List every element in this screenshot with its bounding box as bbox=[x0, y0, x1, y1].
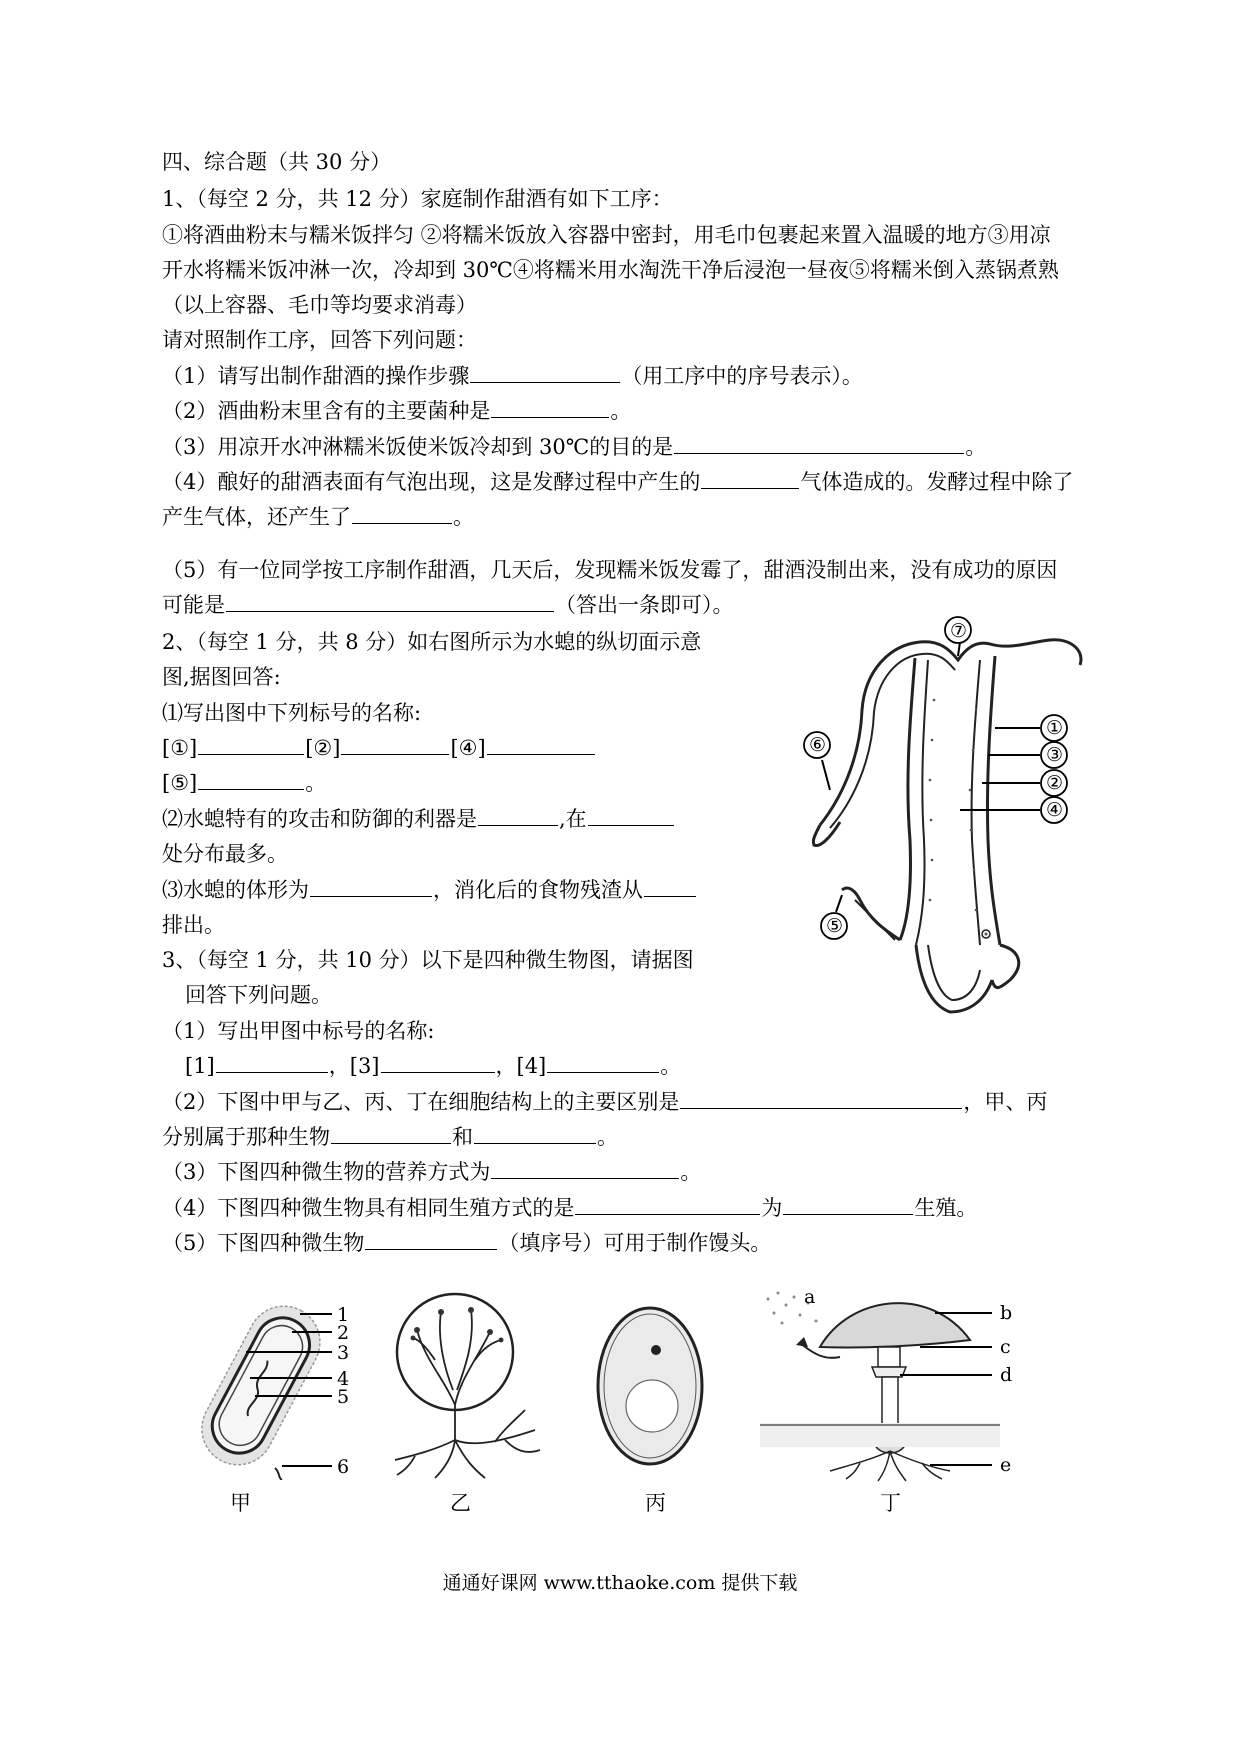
q2-sub3-mid: ，消化后的食物残渣从 bbox=[433, 878, 643, 902]
q1-sub2 bbox=[162, 396, 631, 426]
bacterium-label-6: 6 bbox=[337, 1456, 350, 1478]
q2-sub3 bbox=[162, 875, 697, 905]
q1-steps-line2: 开水将糯米饭冲淋一次，冷却到 30℃④将糯米用水淘洗干净后浸泡一昼夜⑤将糯米倒入蒸锅煮熟 bbox=[162, 258, 1059, 282]
q1-sub1 bbox=[162, 361, 863, 391]
bacterium-label-2: 2 bbox=[337, 1322, 350, 1344]
caption-bing: 丙 bbox=[645, 1491, 666, 1515]
q3-sub2-text2: 分别属于那种生物 bbox=[162, 1125, 330, 1149]
caption-ding: 丁 bbox=[880, 1491, 901, 1515]
q3-sub5 bbox=[162, 1228, 771, 1258]
q1-answer-blank-5[interactable] bbox=[352, 503, 452, 524]
bacterium-label-1: 1 bbox=[337, 1304, 350, 1326]
q2-answer-blank-6[interactable] bbox=[588, 805, 674, 826]
q3-answer-blank-6[interactable] bbox=[474, 1123, 596, 1144]
q3-answer-blank-9[interactable] bbox=[783, 1194, 913, 1215]
mushroom-label-a: a bbox=[804, 1286, 816, 1308]
q1-sub4-mid: 气体造成的。发酵过程中除了 bbox=[800, 470, 1074, 494]
q1-sub2-text: （2）酒曲粉末里含有的主要菌种是 bbox=[162, 399, 491, 423]
q3-label-4: ，[4] bbox=[495, 1054, 547, 1078]
yeast-figure bbox=[590, 1300, 710, 1475]
q3-sub2-tail: 。 bbox=[597, 1125, 618, 1149]
q2-label-row2 bbox=[162, 768, 326, 798]
q3-answer-blank-3[interactable] bbox=[547, 1052, 659, 1073]
q1-steps-line3: （以上容器、毛巾等均要求消毒） bbox=[162, 293, 477, 317]
q3-sub1: （1）写出甲图中标号的名称: bbox=[162, 1019, 435, 1043]
caption-yi: 乙 bbox=[450, 1491, 471, 1515]
q1-sub4-tail: 。 bbox=[453, 505, 474, 529]
hydra-label-4: ④ bbox=[1046, 799, 1064, 821]
q1-header: 1、（每空 2 分，共 12 分）家庭制作甜酒有如下工序： bbox=[162, 187, 673, 211]
q2-sub3-line2: 排出。 bbox=[162, 913, 225, 937]
q2-answer-blank-1[interactable] bbox=[198, 734, 304, 755]
q3-sub4 bbox=[162, 1193, 977, 1223]
q3-sub2-line2 bbox=[162, 1122, 618, 1152]
q2-label-row1 bbox=[162, 733, 596, 763]
q1-answer-blank-2[interactable] bbox=[491, 397, 609, 418]
mold-figure bbox=[375, 1290, 555, 1480]
q2-answer-blank-3[interactable] bbox=[487, 734, 595, 755]
q2-header-line2: 图,据图回答: bbox=[162, 665, 281, 689]
q2-sub2 bbox=[162, 804, 675, 834]
q1-sub5-text: 可能是 bbox=[162, 593, 225, 617]
q1-sub4-text2: 产生气体，还产生了 bbox=[162, 505, 351, 529]
q2-sub3-text: ⑶水螅的体形为 bbox=[162, 878, 309, 902]
q1-sub2-tail: 。 bbox=[610, 399, 632, 423]
q3-label-3: ，[3] bbox=[328, 1054, 380, 1078]
q3-answer-blank-1[interactable] bbox=[216, 1052, 328, 1073]
q2-sub2-mid: ,在 bbox=[559, 807, 587, 831]
q2-answer-blank-5[interactable] bbox=[478, 805, 558, 826]
q3-answer-blank-2[interactable] bbox=[381, 1052, 495, 1073]
q3-sub4-tail: 生殖。 bbox=[914, 1196, 978, 1220]
q2-label-5-end: 。 bbox=[305, 771, 327, 795]
mushroom-label-d: d bbox=[1000, 1364, 1013, 1386]
section-title: 四、综合题（共 30 分） bbox=[162, 150, 392, 174]
q1-sub3-tail: 。 bbox=[965, 435, 987, 459]
mushroom-label-e: e bbox=[1000, 1454, 1012, 1476]
q1-sub4-line2 bbox=[162, 502, 474, 532]
q3-label-end: 。 bbox=[660, 1054, 682, 1078]
q3-answer-blank-4[interactable] bbox=[680, 1088, 962, 1109]
q3-sub5-text: （5）下图四种微生物 bbox=[162, 1231, 365, 1255]
q2-answer-blank-2[interactable] bbox=[341, 734, 449, 755]
q3-sub4-mid: 为 bbox=[761, 1196, 783, 1220]
q1-sub5-line2 bbox=[162, 590, 734, 620]
q3-answer-blank-10[interactable] bbox=[365, 1229, 497, 1250]
q1-steps-line1: ①将酒曲粉末与糯米饭拌匀 ②将糯米饭放入容器中密封，用毛巾包裹起来置入温暖的地方③用凉 bbox=[162, 223, 1051, 247]
q3-answer-blank-7[interactable] bbox=[491, 1158, 679, 1179]
caption-jia: 甲 bbox=[230, 1491, 251, 1515]
mushroom-label-c: c bbox=[1000, 1336, 1011, 1358]
q3-sub4-text: （4）下图四种微生物具有相同生殖方式的是 bbox=[162, 1196, 575, 1220]
q1-sub5: （5）有一位同学按工序制作甜酒，几天后，发现糯米饭发霉了，甜酒没制出来，没有成功的原因 bbox=[162, 558, 1058, 582]
bacterium-label-3: 3 bbox=[337, 1342, 350, 1364]
q1-sub4-text: （4）酿好的甜酒表面有气泡出现，这是发酵过程中产生的 bbox=[162, 470, 701, 494]
q1-sub1-text: （1）请写出制作甜酒的操作步骤 bbox=[162, 364, 470, 388]
bacterium-label-5: 5 bbox=[337, 1386, 350, 1408]
q3-sub2-mid: ，甲、丙 bbox=[963, 1090, 1048, 1114]
q1-prompt: 请对照制作工序，回答下列问题： bbox=[162, 328, 477, 352]
q3-sub3-tail: 。 bbox=[680, 1160, 702, 1184]
q2-label-4: [④] bbox=[450, 736, 486, 760]
bacterium-label-4: 4 bbox=[337, 1368, 350, 1390]
q3-sub3-text: （3）下图四种微生物的营养方式为 bbox=[162, 1160, 491, 1184]
q2-sub2-text: ⑵水螅特有的攻击和防御的利器是 bbox=[162, 807, 477, 831]
q3-header: 3、（每空 1 分，共 10 分）以下是四种微生物图，请据图 bbox=[162, 948, 694, 972]
q1-answer-blank-6[interactable] bbox=[226, 591, 554, 612]
mushroom-figure bbox=[760, 1285, 1030, 1485]
q3-label-1: [1] bbox=[185, 1054, 215, 1078]
q2-header: 2、（每空 1 分，共 8 分）如右图所示为水螅的纵切面示意 bbox=[162, 630, 702, 654]
q3-answer-blank-5[interactable] bbox=[331, 1123, 451, 1144]
q2-answer-blank-8[interactable] bbox=[644, 876, 696, 897]
q1-sub1-tail: （用工序中的序号表示）。 bbox=[621, 364, 863, 388]
hydra-label-2: ② bbox=[1046, 772, 1064, 794]
q3-sub2-and: 和 bbox=[452, 1125, 473, 1149]
hydra-label-1: ① bbox=[1046, 717, 1064, 739]
q2-answer-blank-7[interactable] bbox=[310, 876, 432, 897]
q2-sub1: ⑴写出图中下列标号的名称: bbox=[162, 701, 422, 725]
footer-text: 通通好课网 www.tthaoke.com 提供下载 bbox=[442, 1572, 798, 1594]
q2-label-1: [①] bbox=[162, 736, 198, 760]
mushroom-label-b: b bbox=[1000, 1302, 1013, 1324]
hydra-label-6: ⑥ bbox=[809, 734, 827, 756]
q1-sub5-tail: （答出一条即可）。 bbox=[555, 593, 734, 617]
q3-sub2 bbox=[162, 1087, 1047, 1117]
q1-answer-blank-3[interactable] bbox=[674, 433, 964, 454]
q1-sub3-text: （3）用凉开水冲淋糯米饭使米饭冷却到 30℃的目的是 bbox=[162, 435, 674, 459]
hydra-label-3: ③ bbox=[1046, 744, 1064, 766]
q3-sub2-text: （2）下图中甲与乙、丙、丁在细胞结构上的主要区别是 bbox=[162, 1090, 680, 1114]
q3-sub1-blanks bbox=[185, 1051, 681, 1081]
hydra-label-5: ⑤ bbox=[826, 915, 844, 937]
q2-label-2: [②] bbox=[305, 736, 341, 760]
q3-sub5-tail: （填序号）可用于制作馒头。 bbox=[498, 1231, 772, 1255]
q3-sub3 bbox=[162, 1157, 701, 1187]
q2-label-5: [⑤] bbox=[162, 771, 198, 795]
q2-sub2-line2: 处分布最多。 bbox=[162, 842, 288, 866]
q1-answer-blank-4[interactable] bbox=[701, 468, 799, 489]
q1-answer-blank-1[interactable] bbox=[470, 362, 620, 383]
q1-sub3 bbox=[162, 432, 986, 462]
hydra-label-7: ⑦ bbox=[950, 620, 968, 642]
q3-answer-blank-8[interactable] bbox=[575, 1194, 760, 1215]
q3-header-line2: 回答下列问题。 bbox=[185, 983, 332, 1007]
q2-answer-blank-4[interactable] bbox=[198, 769, 304, 790]
q1-sub4 bbox=[162, 467, 1073, 497]
